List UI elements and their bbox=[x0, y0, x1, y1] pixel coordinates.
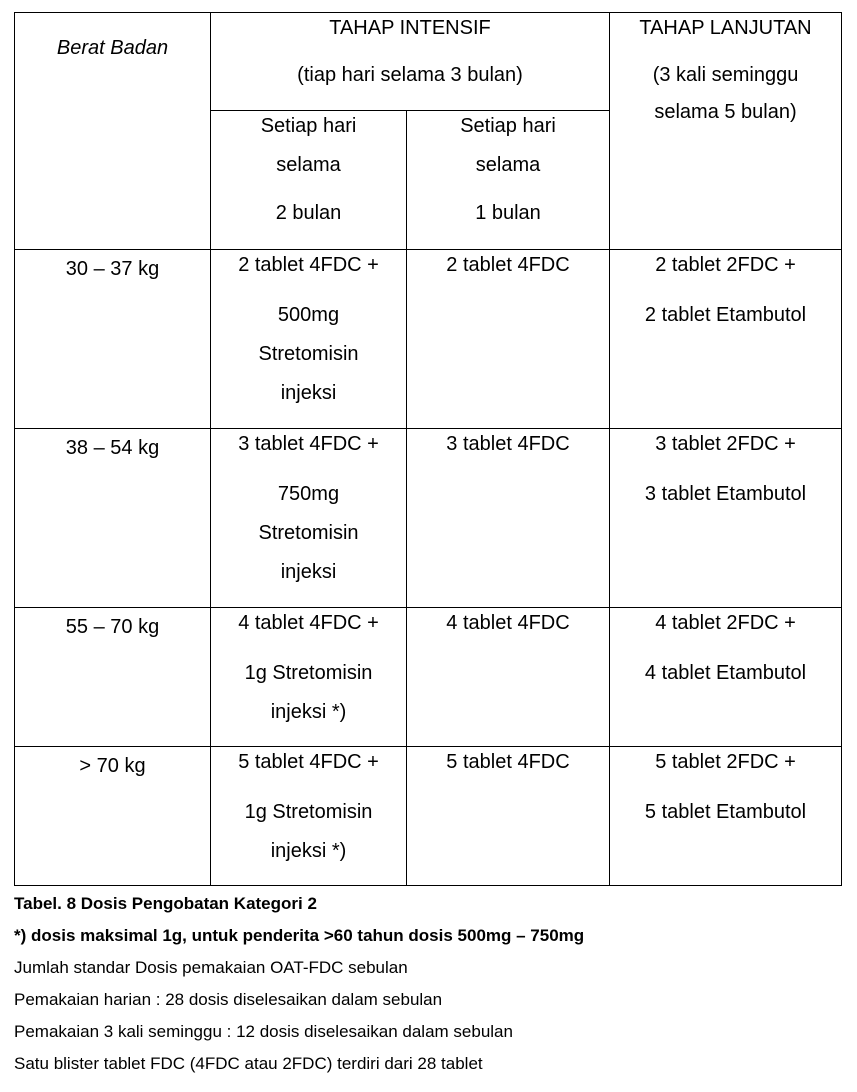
dose-line: Stretomisin bbox=[258, 343, 359, 365]
header-2-months bbox=[211, 111, 407, 250]
dose-line: injeksi *) bbox=[270, 840, 347, 862]
dose-line: injeksi *) bbox=[270, 701, 347, 723]
weight-value: > 70 kg bbox=[79, 755, 146, 777]
table-notes bbox=[14, 888, 584, 1080]
dose-line: 1g Stretomisin bbox=[244, 801, 373, 823]
phase-2m-cell bbox=[211, 429, 407, 608]
note-line: Pemakaian harian : 28 dosis diselesaikan dalam sebulan bbox=[14, 990, 443, 1009]
dose-line: 750mg bbox=[277, 483, 340, 505]
advanced-cell bbox=[610, 250, 842, 429]
header-row-1 bbox=[15, 13, 842, 111]
table-row bbox=[15, 250, 842, 429]
dose-line: 4 tablet 2FDC + bbox=[655, 612, 796, 634]
weight-value: 30 – 37 kg bbox=[65, 258, 160, 280]
header-2-months-line-1: Setiap hari bbox=[260, 115, 357, 137]
header-weight-label: Berat Badan bbox=[56, 37, 169, 59]
header-weight bbox=[15, 13, 211, 250]
dose-line: 2 tablet Etambutol bbox=[644, 304, 807, 326]
advanced-cell bbox=[610, 429, 842, 608]
weight-value: 55 – 70 kg bbox=[65, 616, 160, 638]
advanced-cell bbox=[610, 608, 842, 747]
note-line: Jumlah standar Dosis pemakaian OAT-FDC sebulan bbox=[14, 958, 408, 977]
dose-line: 500mg bbox=[277, 304, 340, 326]
dose-line: injeksi bbox=[280, 561, 337, 583]
table-row bbox=[15, 747, 842, 886]
header-1-month-line-3: 1 bulan bbox=[475, 202, 541, 224]
header-1-month-line-1: Setiap hari bbox=[460, 115, 556, 137]
dose-line: 2 tablet 4FDC + bbox=[238, 254, 379, 276]
advanced-cell bbox=[610, 747, 842, 886]
footnote: *) dosis maksimal 1g, untuk penderita >60 tahun dosis 500mg – 750mg bbox=[14, 926, 585, 945]
dose-line: Stretomisin bbox=[258, 522, 359, 544]
phase-2m-cell bbox=[211, 608, 407, 747]
note-line: Pemakaian 3 kali seminggu : 12 dosis diselesaikan dalam sebulan bbox=[14, 1022, 513, 1041]
table-row bbox=[15, 608, 842, 747]
header-intensive-title: TAHAP INTENSIF bbox=[329, 17, 491, 39]
header-advanced-subtitle-1: (3 kali seminggu bbox=[652, 64, 799, 86]
dose-line: injeksi bbox=[280, 382, 337, 404]
dose-line: 5 tablet Etambutol bbox=[644, 801, 807, 823]
dose-line: 3 tablet 2FDC + bbox=[655, 433, 796, 455]
dose-value: 5 tablet 4FDC bbox=[446, 751, 570, 773]
phase-2m-cell bbox=[211, 747, 407, 886]
weight-value: 38 – 54 kg bbox=[65, 437, 160, 459]
dose-value: 4 tablet 4FDC bbox=[446, 612, 570, 634]
dose-line: 5 tablet 2FDC + bbox=[655, 751, 796, 773]
weight-cell bbox=[15, 250, 211, 429]
dose-line: 5 tablet 4FDC + bbox=[238, 751, 379, 773]
weight-cell bbox=[15, 747, 211, 886]
phase-1m-cell bbox=[407, 429, 610, 608]
note-line: Satu blister tablet FDC (4FDC atau 2FDC) terdiri dari 28 tablet bbox=[14, 1054, 483, 1073]
header-2-months-line-2: selama bbox=[276, 154, 341, 176]
header-advanced bbox=[610, 13, 842, 250]
dose-line: 2 tablet 2FDC + bbox=[655, 254, 796, 276]
dose-line: 4 tablet Etambutol bbox=[644, 662, 807, 684]
weight-cell bbox=[15, 608, 211, 747]
phase-1m-cell bbox=[407, 608, 610, 747]
dose-line: 3 tablet Etambutol bbox=[644, 483, 807, 505]
header-2-months-line-3: 2 bulan bbox=[275, 202, 342, 224]
phase-1m-cell bbox=[407, 747, 610, 886]
table-caption: Tabel. 8 Dosis Pengobatan Kategori 2 bbox=[14, 894, 317, 913]
dosage-table bbox=[14, 12, 842, 886]
phase-2m-cell bbox=[211, 250, 407, 429]
header-advanced-title: TAHAP LANJUTAN bbox=[639, 17, 812, 39]
dose-value: 2 tablet 4FDC bbox=[446, 254, 570, 276]
table-row bbox=[15, 429, 842, 608]
dose-line: 4 tablet 4FDC + bbox=[238, 612, 379, 634]
weight-cell bbox=[15, 429, 211, 608]
header-intensive-subtitle: (tiap hari selama 3 bulan) bbox=[297, 64, 523, 86]
phase-1m-cell bbox=[407, 250, 610, 429]
header-1-month bbox=[407, 111, 610, 250]
header-intensive bbox=[211, 13, 610, 111]
dose-line: 1g Stretomisin bbox=[244, 662, 373, 684]
dose-value: 3 tablet 4FDC bbox=[446, 433, 570, 455]
header-1-month-line-2: selama bbox=[475, 154, 541, 176]
dose-line: 3 tablet 4FDC + bbox=[238, 433, 379, 455]
header-advanced-subtitle-2: selama 5 bulan) bbox=[654, 101, 797, 123]
